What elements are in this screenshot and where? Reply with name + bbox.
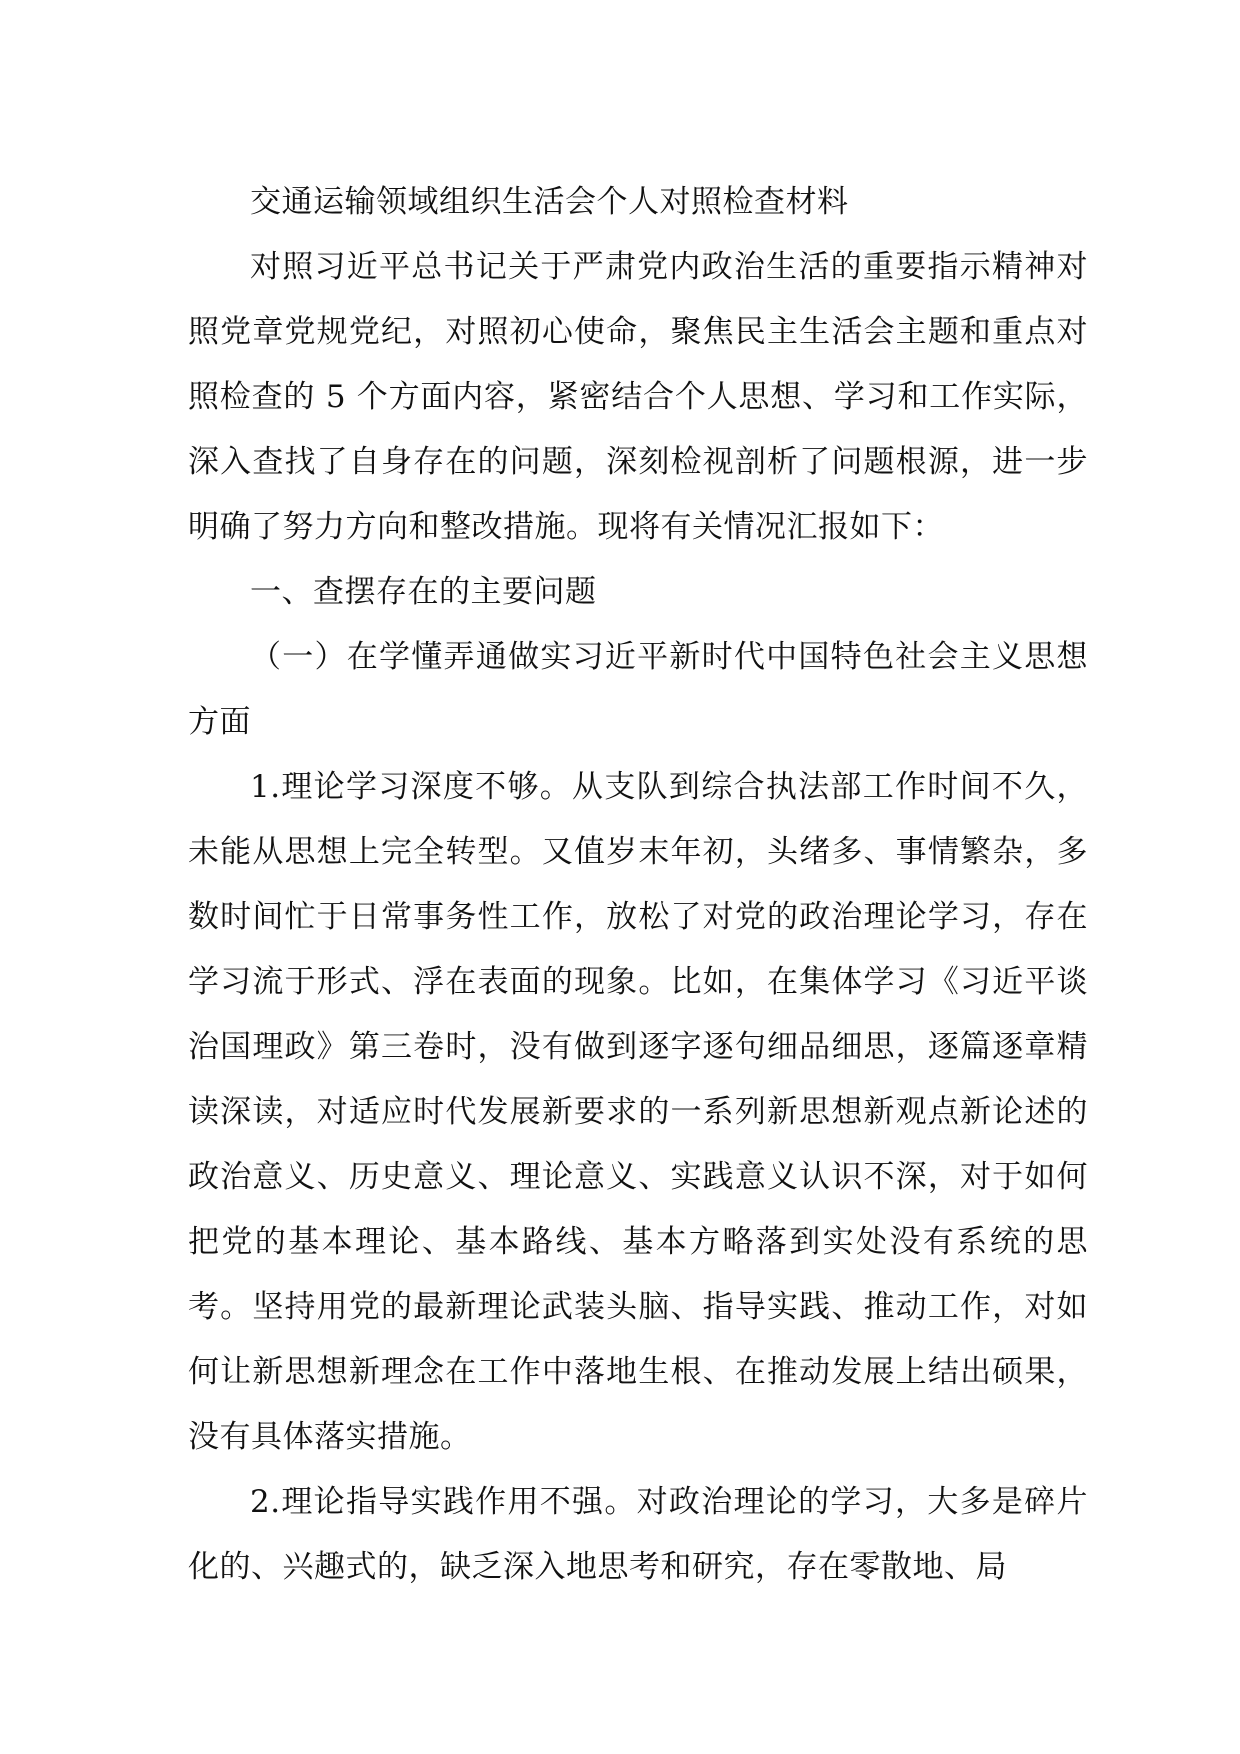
subsection-heading-1: （一）在学懂弄通做实习近平新时代中国特色社会主义思想方面 [188, 639, 1088, 740]
item-paragraph-1: 1.理论学习深度不够。从支队到综合执法部工作时间不久，未能从思想上完全转型。又值岁末年初，头绪多、事情繁杂，多数时间忙于日常事务性工作，放松了对党的政治理论学习，存在学习流于形式、浮在表面的现象。比如，在集体学习《习近平谈治国理政》第三卷时，没有做到逐字逐句细品细思，逐篇逐章精读深读，对适应时代发展新要求的一系列新思想新观点新论述的政治意义、历史意义、理论意义、实践意义认识不深，对于如何把党的基本理论、基本路线、基本方略落到实处没有系统的思考。坚持用党的最新理论武装头脑、指导实践、推动工作，对如何让新思想新理念在工作中落地生根、在推动发展上结出硕果，没有具体落实措施。 [188, 769, 1088, 1455]
section-heading-1: 一、查摆存在的主要问题 [250, 574, 597, 610]
document-body [188, 170, 1088, 1600]
document-title: 交通运输领域组织生活会个人对照检查材料 [250, 184, 849, 220]
intro-paragraph: 对照习近平总书记关于严肃党内政治生活的重要指示精神对照党章党规党纪，对照初心使命，聚焦民主生活会主题和重点对照检查的 5 个方面内容，紧密结合个人思想、学习和工作实际，深入查找了自身存在的问题，深刻检视剖析了问题根源，进一步明确了努力方向和整改措施。现将有关情况汇报如下： [188, 249, 1088, 545]
item-paragraph-2: 2.理论指导实践作用不强。对政治理论的学习，大多是碎片化的、兴趣式的，缺乏深入地思考和研究，存在零散地、局 [188, 1484, 1088, 1585]
